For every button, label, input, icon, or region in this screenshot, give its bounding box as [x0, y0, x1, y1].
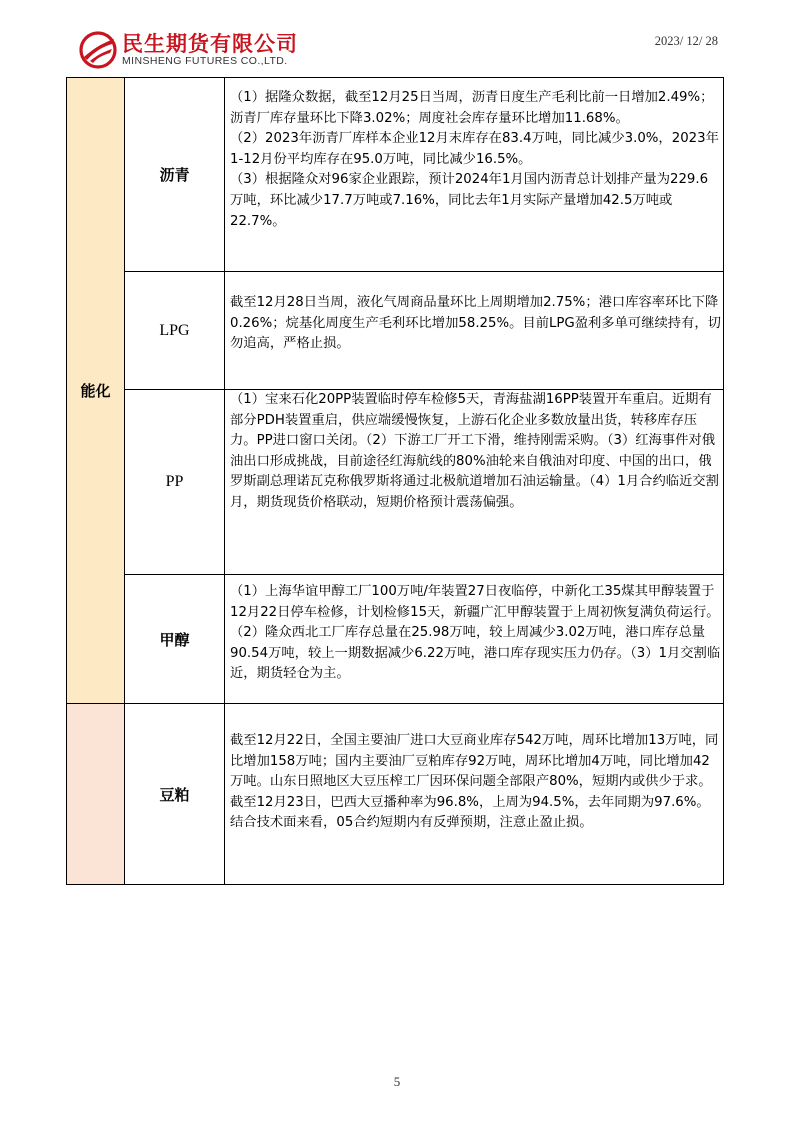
content-paragraph: （3）根据隆众对96家企业跟踪，预计2024年1月国内沥青总计划排产量为229.6万吨，环比减少17.7万吨或7.16%，同比去年1月实际产量增加42.5万吨或22.7%。: [230, 172, 709, 229]
row-name: PP: [165, 473, 184, 490]
row-content-cell: [224, 271, 724, 390]
row-content-cell: [224, 574, 724, 704]
content-paragraph: （1）上海华谊甲醇工厂100万吨/年装置27日夜临停，中新化工35煤其甲醇装置于12月22日停车检修，计划检修15天，新疆广汇甲醇装置于上周初恢复满负荷运行。（2）隆众西北工厂库存总量在25.98万吨，较上周减少3.02万吨，港口库存总量90.54万吨，较上一期数据减少6.22万吨，港口库存现实压力仍存。（3）1月交割临近，期货轻仓为主。: [230, 584, 721, 682]
row-content-cell: [224, 77, 724, 272]
content-paragraph: 截至12月22日，全国主要油厂进口大豆商业库存542万吨，周环比增加13万吨，同比增加158万吨；国内主要油厂豆粕库存92万吨，周环比增加4万吨，同比增加42万吨。山东日照地区大豆压榨工厂因环保问题全部限产80%，短期内或供少于求。截至12月23日，巴西大豆播种率为96.8%，上周为94.5%，去年同期为97.6%。 结合技术面来看，05合约短期内有反弹预期，注意止盈止损。: [230, 733, 730, 831]
company-name-cn: 民生期货有限公司: [122, 32, 298, 56]
row-name: 沥青: [159, 166, 190, 184]
company-name-en: MINSHENG FUTURES CO.,LTD.: [122, 55, 288, 67]
page-number: 5: [393, 1074, 401, 1089]
row-content-cell: [224, 389, 724, 575]
minsheng-logo-icon: [78, 30, 118, 70]
category-cell: [66, 703, 125, 885]
row-name-cell: [124, 271, 225, 390]
row-name-cell: [124, 77, 225, 272]
row-name: 豆粕: [159, 785, 190, 804]
content-paragraph: （1）宝来石化20PP装置临时停车检修5天，青海盐湖16PP装置开车重启。近期有部分PDH装置重启，供应端缓慢恢复，上游石化企业多数放量出货，转移库存压力。PP进口窗口关闭。（2）下游工厂开工下滑，维持刚需采购。（3）红海事件对俄油出口形成挑战，目前途径红海航线的80%油轮来自俄油对印度、中国的出口，俄罗斯副总理诺瓦克称俄罗斯将通过北极航道增加石油运输量。（4）1月合约临近交割月，期货现货价格联动，短期价格预计震荡偏强。: [230, 392, 719, 510]
category-label: 能化: [80, 382, 111, 400]
content-paragraph: 截至12月28日当周，液化气周商品量环比上周期增加2.75%；港口库容率环比下降0.26%；烷基化周度生产毛利环比增加58.25%。目前LPG盈利多单可继续持有，切勿追高，严格止损。: [230, 295, 721, 352]
row-content-cell: [224, 703, 730, 885]
content-paragraph: （1）据隆众数据，截至12月25日当周，沥青日度生产毛利比前一日增加2.49%；沥青厂库存量环比下降3.02%；周度社会库存量环比增加11.68%。: [230, 90, 714, 126]
row-name-cell: [124, 574, 225, 704]
row-name: 甲醇: [159, 630, 190, 649]
commodity-table: [66, 77, 730, 885]
row-name-cell: [124, 703, 225, 885]
page-header: [0, 0, 794, 80]
report-date: 2023/ 12/ 28: [654, 34, 718, 48]
content-paragraph: （2）2023年沥青厂库样本企业12月末库存在83.4万吨，同比减少3.0%，2023年1-12月份平均库存在95.0万吨，同比减少16.5%。: [230, 131, 719, 167]
row-name-cell: [124, 389, 225, 575]
category-cell: [66, 77, 125, 704]
row-name: LPG: [159, 321, 190, 339]
